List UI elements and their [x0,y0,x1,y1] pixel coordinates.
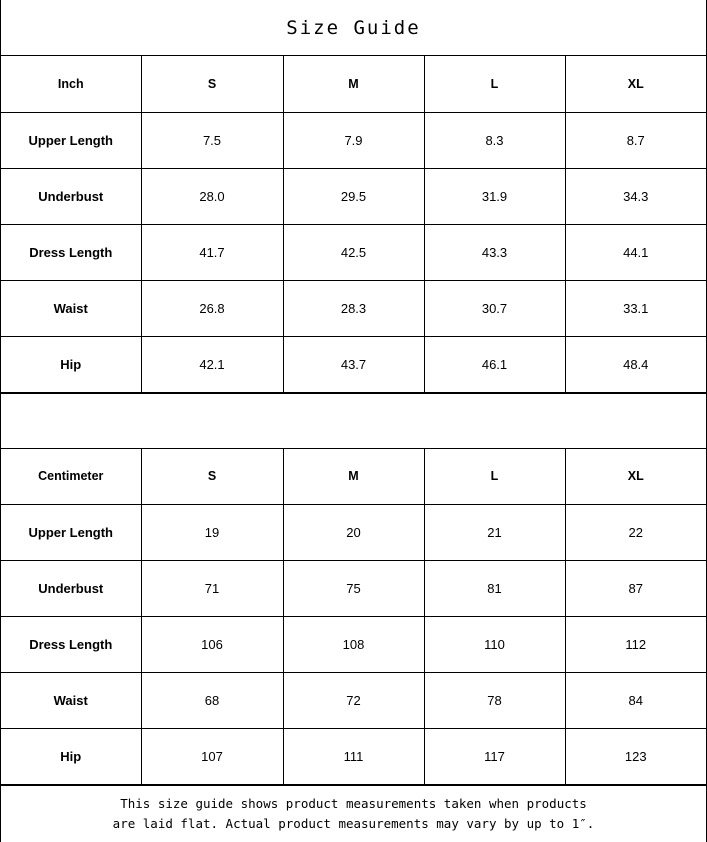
column-header-l: L [424,449,565,505]
size-table-inch [1,56,706,393]
page-title: Size Guide [1,0,706,56]
cell-value: 34.3 [565,168,706,224]
table-row [1,168,706,224]
table-row [1,112,706,168]
size-table-centimeter [1,449,706,786]
cell-value: 43.7 [283,336,424,392]
table-header-row [1,56,706,112]
cell-value: 30.7 [424,280,565,336]
column-header-s: S [141,449,283,505]
cell-value: 112 [565,617,706,673]
column-header-m: M [283,56,424,112]
cell-value: 123 [565,729,706,785]
row-label-waist: Waist [1,280,141,336]
column-header-xl: XL [565,449,706,505]
column-header-l: L [424,56,565,112]
row-label-upper-length: Upper Length [1,112,141,168]
cell-value: 41.7 [141,224,283,280]
cell-value: 87 [565,561,706,617]
cell-value: 29.5 [283,168,424,224]
table-row [1,673,706,729]
table-separator [1,393,706,449]
row-label-hip: Hip [1,336,141,392]
cell-value: 68 [141,673,283,729]
row-label-waist: Waist [1,673,141,729]
footnote [1,785,706,842]
table-row [1,336,706,392]
table-row [1,505,706,561]
cell-value: 43.3 [424,224,565,280]
cell-value: 7.9 [283,112,424,168]
table-header-row [1,449,706,505]
cell-value: 7.5 [141,112,283,168]
cell-value: 26.8 [141,280,283,336]
cell-value: 78 [424,673,565,729]
column-header-s: S [141,56,283,112]
cell-value: 19 [141,505,283,561]
cell-value: 28.3 [283,280,424,336]
table-row [1,224,706,280]
footnote-line-2: are laid flat. Actual product measurements may vary by up to 1″. [112,816,595,831]
row-label-dress-length: Dress Length [1,617,141,673]
column-header-xl: XL [565,56,706,112]
row-label-hip: Hip [1,729,141,785]
cell-value: 46.1 [424,336,565,392]
cell-value: 20 [283,505,424,561]
column-header-m: M [283,449,424,505]
cell-value: 72 [283,673,424,729]
cell-value: 44.1 [565,224,706,280]
cell-value: 107 [141,729,283,785]
table-row [1,729,706,785]
cell-value: 33.1 [565,280,706,336]
cell-value: 8.7 [565,112,706,168]
cell-value: 31.9 [424,168,565,224]
cell-value: 106 [141,617,283,673]
cell-value: 117 [424,729,565,785]
table-row [1,280,706,336]
cell-value: 22 [565,505,706,561]
cell-value: 48.4 [565,336,706,392]
table-row [1,561,706,617]
unit-label-centimeter: Centimeter [1,449,141,505]
cell-value: 84 [565,673,706,729]
cell-value: 8.3 [424,112,565,168]
row-label-upper-length: Upper Length [1,505,141,561]
cell-value: 108 [283,617,424,673]
cell-value: 28.0 [141,168,283,224]
table-row [1,617,706,673]
cell-value: 111 [283,729,424,785]
cell-value: 75 [283,561,424,617]
cell-value: 110 [424,617,565,673]
cell-value: 81 [424,561,565,617]
cell-value: 42.5 [283,224,424,280]
cell-value: 42.1 [141,336,283,392]
row-label-dress-length: Dress Length [1,224,141,280]
row-label-underbust: Underbust [1,168,141,224]
footnote-line-1: This size guide shows product measurements taken when products [120,796,587,811]
row-label-underbust: Underbust [1,561,141,617]
unit-label-inch: Inch [1,56,141,112]
cell-value: 21 [424,505,565,561]
cell-value: 71 [141,561,283,617]
